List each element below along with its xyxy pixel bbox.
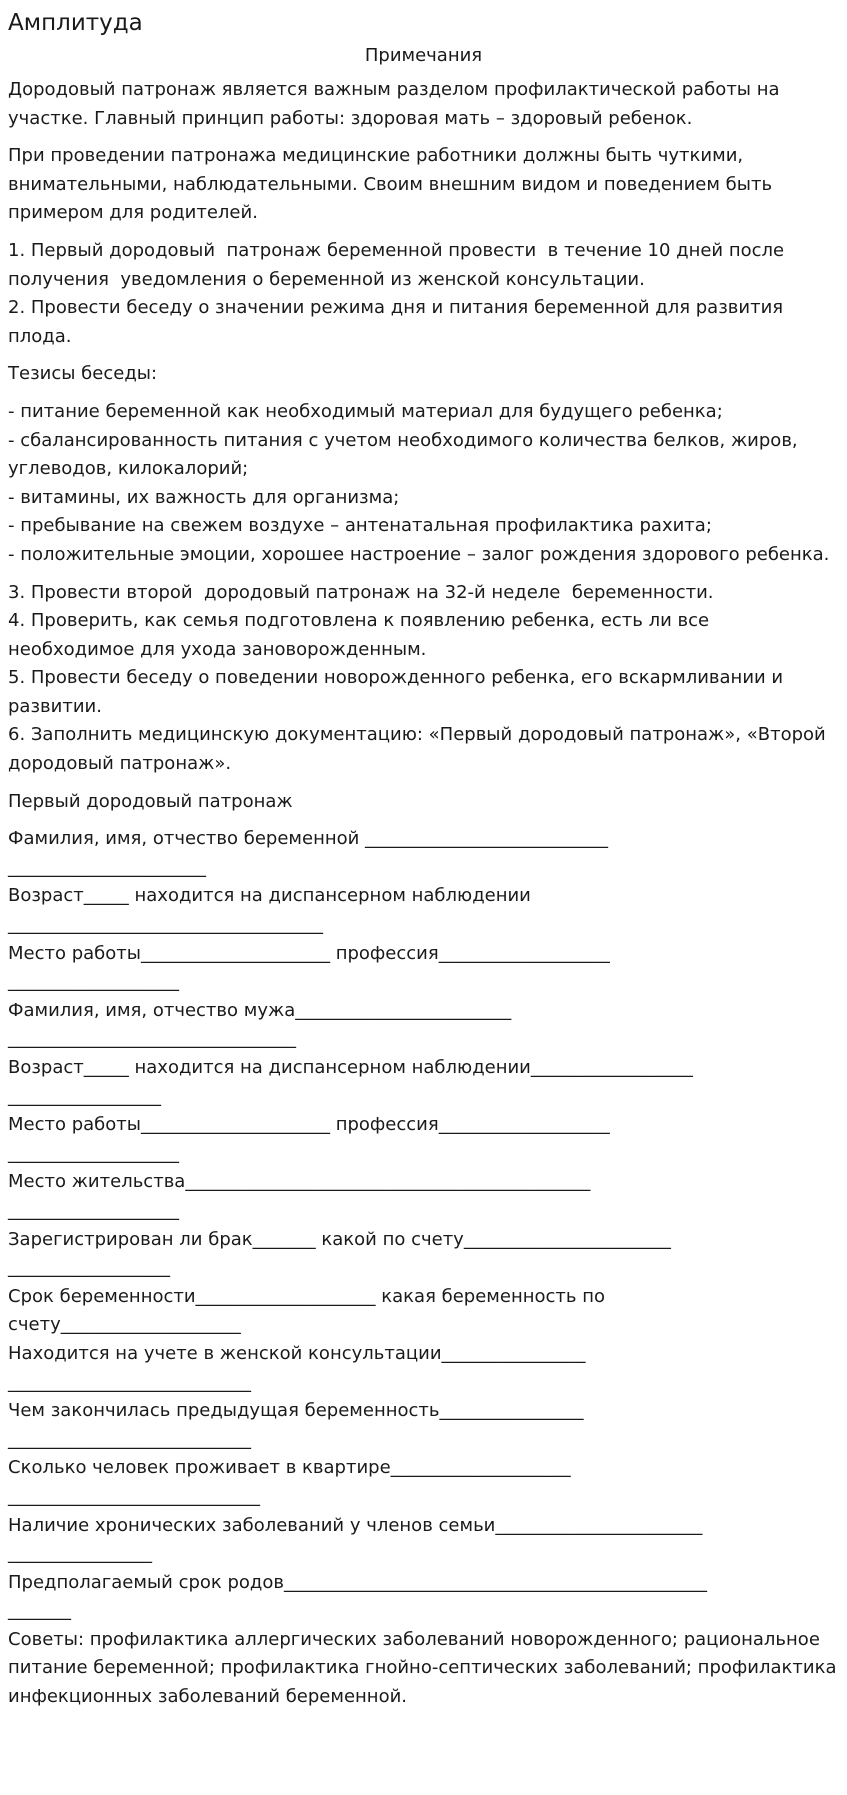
form-line: ________________________________ xyxy=(8,1028,296,1050)
form-line: Место жительства_____________________________________________ xyxy=(8,1171,591,1193)
form-line: Место работы_____________________ профессия___________________ xyxy=(8,942,610,964)
form-line: ___________________________________ xyxy=(8,914,323,936)
thesis-item: - сбалансированность питания с учетом необходимого количества белков, жиров, углеводов, килокалорий; xyxy=(8,429,804,480)
step-item: 6. Заполнить медицинскую документацию: «Первый дородовый патронаж», «Второй дородовый патронаж». xyxy=(8,724,832,775)
form-line: Место работы_____________________ профессия___________________ xyxy=(8,1114,610,1136)
form-line: Возраст_____ находится на диспансерном наблюдении xyxy=(8,885,531,907)
theses-heading: Тезисы беседы: xyxy=(8,363,158,385)
form-line: Находится на учете в женской консультации________________ xyxy=(8,1342,586,1364)
form-line: ___________________ xyxy=(8,971,179,993)
intro-paragraph-1: Дородовый патронаж является важным разделом профилактической работы на участке. Главный принцип работы: здоровая мать – здоровый ребенок. xyxy=(8,79,780,129)
form-line: Наличие хронических заболеваний у членов семьи_______________________ xyxy=(8,1514,703,1536)
form-line: счету____________________ xyxy=(8,1314,241,1336)
form-line: _________________ xyxy=(8,1085,161,1107)
form-line: Фамилия, имя, отчество беременной ___________________________ xyxy=(8,828,609,850)
thesis-item: - пребывание на свежем воздухе – антенатальная профилактика рахита; xyxy=(8,515,712,537)
form-line: Чем закончилась предыдущая беременность________________ xyxy=(8,1400,584,1422)
steps-list-1 xyxy=(8,237,839,351)
form-line: Возраст_____ находится на диспансерном наблюдении__________________ xyxy=(8,1057,693,1078)
thesis-item: - положительные эмоции, хорошее настроение – залог рождения здорового ребенка. xyxy=(8,543,830,565)
intro-paragraph-2: При проведении патронажа медицинские работники должны быть чуткими, внимательными, наблюдательными. Своим внешним видом и поведением быть примером для родителей. xyxy=(8,145,773,224)
form-line: Срок беременности____________________ какая беременность по xyxy=(8,1285,606,1307)
notes-heading: Примечания xyxy=(364,45,483,66)
theses-list xyxy=(8,398,839,570)
form-line: __________________ xyxy=(8,1257,170,1279)
form-line: ____________________________ xyxy=(8,1485,260,1507)
step-item: 3. Провести второй дородовый патронаж на 32-й неделе беременности. xyxy=(8,581,714,603)
form-line: Фамилия, имя, отчество мужа________________________ xyxy=(8,999,512,1021)
form-line: ___________________________ xyxy=(8,1371,251,1393)
step-item: 1. Первый дородовый патронаж беременной провести в течение 10 дней после получения уведомления о беременной из женской консультации. xyxy=(8,239,790,290)
form-line: Предполагаемый срок родов_______________________________________________ xyxy=(8,1571,708,1593)
step-item: 2. Провести беседу о значении режима дня и питания беременной для развития плода. xyxy=(8,297,789,347)
form-line: ______________________ xyxy=(8,856,206,878)
form-line: Зарегистрирован ли брак_______ какой по счету_______________________ xyxy=(8,1228,671,1250)
form-line: Сколько человек проживает в квартире____________________ xyxy=(8,1457,571,1479)
thesis-item: - питание беременной как необходимый материал для будущего ребенка; xyxy=(8,400,723,422)
step-item: 5. Провести беседу о поведении новорожденного ребенка, его вскармливании и развитии. xyxy=(8,667,789,717)
form-line: ___________________________ xyxy=(8,1428,251,1450)
form-heading: Первый дородовый патронаж xyxy=(8,790,293,812)
form-line: ___________________ xyxy=(8,1142,179,1164)
steps-list-2 xyxy=(8,579,839,779)
form-line: ________________ xyxy=(8,1543,152,1565)
form-line: ___________________ xyxy=(8,1199,179,1221)
form-line: _______ xyxy=(8,1600,71,1622)
thesis-item: - витамины, их важность для организма; xyxy=(8,486,400,508)
step-item: 4. Проверить, как семья подготовлена к появлению ребенка, есть ли все необходимое для ухода зановорожденным. xyxy=(8,610,715,660)
form-fields xyxy=(8,825,839,1626)
advice-paragraph: Советы: профилактика аллергических заболеваний новорожденного; рациональное питание беременной; профилактика гнойно-септических заболеваний; профилактика инфекционных заболеваний беременной. xyxy=(8,1628,837,1708)
document-title: Амплитуда xyxy=(8,10,143,36)
